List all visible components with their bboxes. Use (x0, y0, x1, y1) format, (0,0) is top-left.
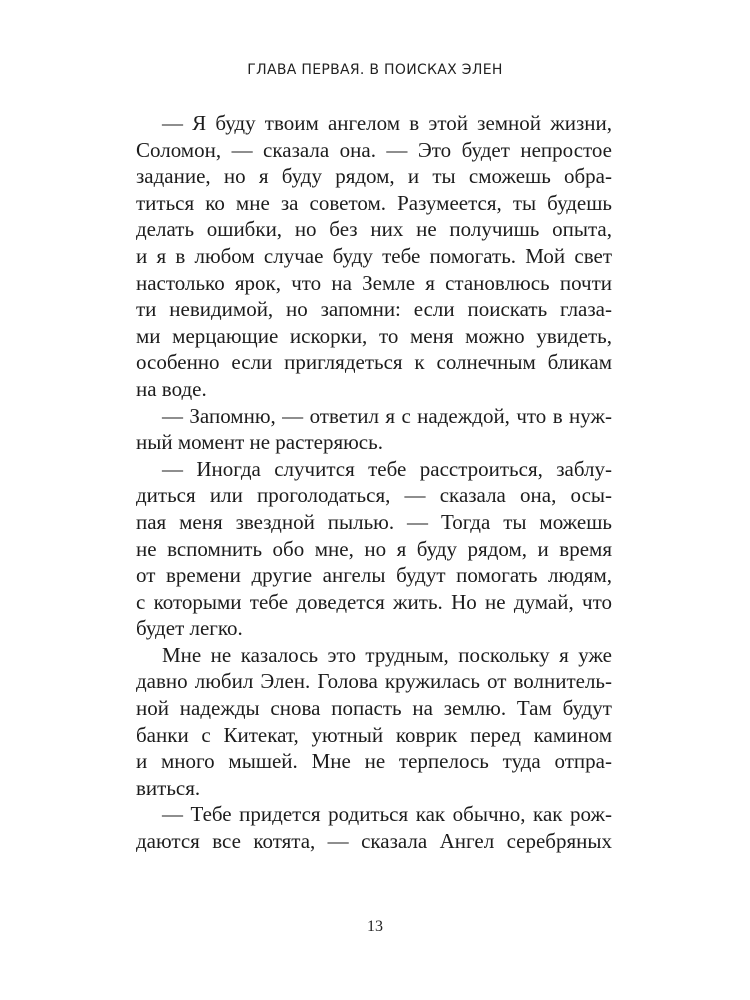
text-line: ми мерцающие искорки, то меня можно увидеть, (136, 323, 612, 348)
text-line: ти невидимой, но запомни: если поискать глаза- (136, 297, 612, 322)
text-line: Мне не казалось это трудным, поскольку я уже (162, 642, 612, 667)
text-line: — Запомню, — ответил я с надеждой, что в нуж- (162, 403, 612, 428)
text-line: Соломон, — сказала она. — Это будет непростое (136, 137, 612, 162)
text-line: ный момент не растеряюсь. (136, 430, 383, 455)
text-line: титься ко мне за советом. Разумеется, ты будешь (136, 190, 612, 215)
text-line: делать ошибки, но без них не получишь опыта, (136, 217, 612, 242)
text-line: банки с Китекат, уютный коврик перед камином (136, 722, 612, 747)
text-line: особенно если приглядеться к солнечным бликам (136, 350, 612, 375)
text-line: — Тебе придется родиться как обычно, как рож- (162, 802, 612, 827)
text-line: и я в любом случае буду тебе помогать. Мой свет (136, 243, 612, 268)
text-line: ной надежды снова попасть на землю. Там будут (136, 696, 612, 721)
text-line: давно любил Элен. Голова кружилась от волнитель- (136, 669, 612, 694)
text-line: виться. (136, 775, 201, 800)
text-line: диться или проголодаться, — сказала она, осы- (136, 483, 612, 508)
text-line: будет легко. (136, 616, 243, 641)
text-line: — Иногда случится тебе расстроиться, заблу- (162, 456, 612, 481)
page-number: 13 (367, 918, 383, 935)
text-line: настолько ярок, что на Земле я становлюсь почти (136, 270, 612, 295)
text-line: даются все котята, — сказала Ангел серебряных (136, 829, 612, 854)
body-text (136, 110, 612, 855)
text-line: пая меня звездной пылью. — Тогда ты можешь (136, 509, 612, 534)
text-line: на воде. (136, 376, 207, 401)
running-header: ГЛАВА ПЕРВАЯ. В ПОИСКАХ ЭЛЕН (247, 62, 503, 78)
text-line: — Я буду твоим ангелом в этой земной жизни, (162, 111, 612, 135)
text-line: задание, но я буду рядом, и ты сможешь обра- (136, 164, 612, 189)
text-line: и много мышей. Мне не терпелось туда отпра- (136, 749, 612, 774)
text-line: с которыми тебе доведется жить. Но не думай, что (136, 589, 612, 614)
text-line: не вспомнить обо мне, но я буду рядом, и время (136, 536, 612, 561)
text-line: от времени другие ангелы будут помогать людям, (136, 563, 612, 588)
